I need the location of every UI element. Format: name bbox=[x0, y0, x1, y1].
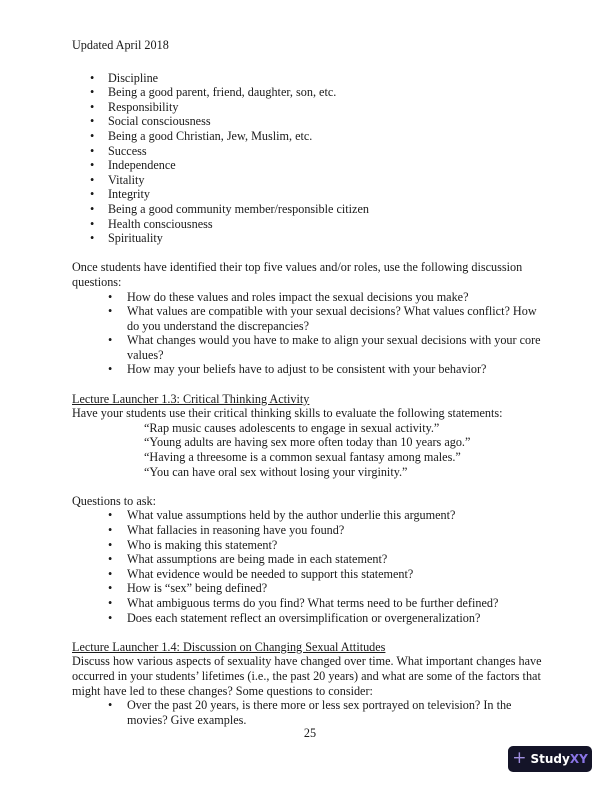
section-heading-1-3: Lecture Launcher 1.3: Critical Thinking Activity bbox=[72, 391, 310, 406]
page-number: 25 bbox=[303, 726, 317, 740]
list-item: • What ambiguous terms do you find? What terms need to be further defined? bbox=[72, 596, 542, 611]
list-item: • What fallacies in reasoning have you found? bbox=[72, 523, 542, 538]
list-item: • Being a good Christian, Jew, Muslim, etc. bbox=[72, 129, 542, 144]
statement: “Rap music causes adolescents to engage in sexual activity.” bbox=[144, 420, 440, 435]
list-item: • What value assumptions held by the author underlie this argument? bbox=[72, 508, 542, 523]
critical-questions bbox=[72, 508, 542, 625]
list-item: • Success bbox=[72, 144, 542, 159]
list-item: • How is “sex” being defined? bbox=[72, 581, 542, 596]
list-item: • Health consciousness bbox=[72, 217, 542, 232]
statement: “Having a threesome is a common sexual fantasy among males.” bbox=[144, 450, 461, 465]
section-heading-1-4: Lecture Launcher 1.4: Discussion on Changing Sexual Attitudes bbox=[72, 639, 386, 654]
document-page bbox=[72, 38, 542, 727]
discussion-intro: Once students have identified their top five values and/or roles, use the following discussion questions: bbox=[72, 260, 523, 289]
list-item: • Independence bbox=[72, 158, 542, 173]
statement: “You can have oral sex without losing your virginity.” bbox=[144, 464, 408, 479]
list-item: • Being a good community member/responsible citizen bbox=[72, 202, 542, 217]
plus-icon: + bbox=[512, 747, 527, 768]
list-item: • What evidence would be needed to support this statement? bbox=[72, 567, 542, 582]
list-item: • Social consciousness bbox=[72, 114, 542, 129]
list-item: • Who is making this statement? bbox=[72, 538, 542, 553]
list-item: • Does each statement reflect an oversimplification or overgeneralization? bbox=[72, 611, 542, 626]
list-item: • Vitality bbox=[72, 173, 542, 188]
statement-list bbox=[72, 421, 542, 479]
badge-xy-text: XY bbox=[569, 751, 588, 766]
list-item: • Spirituality bbox=[72, 231, 542, 246]
updated-date: Updated April 2018 bbox=[72, 38, 169, 52]
list-item: • What values are compatible with your sexual decisions? What values conflict? How do you understand the discrepancies? bbox=[72, 304, 542, 333]
list-item: • Being a good parent, friend, daughter, son, etc. bbox=[72, 85, 542, 100]
attitude-questions bbox=[72, 698, 542, 727]
badge-study-text: Study bbox=[530, 751, 570, 766]
list-item: • Over the past 20 years, is there more or less sex portrayed on television? In the movies? Give examples. bbox=[72, 698, 542, 727]
list-item: • Responsibility bbox=[72, 100, 542, 115]
list-item: • How may your beliefs have to adjust to be consistent with your behavior? bbox=[72, 362, 542, 377]
section-intro-1-4: Discuss how various aspects of sexuality have changed over time. What important changes have occurred in your students’ lifetimes (i.e., the past 20 years) and what are some of the factors that might have led to these changes? Some questions to consider: bbox=[72, 654, 542, 698]
list-item: • What changes would you have to make to align your sexual decisions with your core values? bbox=[72, 333, 542, 362]
statement: “Young adults are having sex more often today than 10 years ago.” bbox=[144, 435, 471, 450]
list-item: • What assumptions are being made in each statement? bbox=[72, 552, 542, 567]
values-list bbox=[72, 71, 542, 246]
questions-label: Questions to ask: bbox=[72, 493, 156, 508]
list-item: • How do these values and roles impact the sexual decisions you make? bbox=[72, 290, 542, 305]
discussion-questions bbox=[72, 290, 542, 378]
section-intro-1-3: Have your students use their critical thinking skills to evaluate the following statements: bbox=[72, 406, 503, 421]
list-item: • Integrity bbox=[72, 187, 542, 202]
list-item: • Discipline bbox=[72, 71, 542, 86]
studyxy-badge[interactable] bbox=[508, 746, 592, 772]
